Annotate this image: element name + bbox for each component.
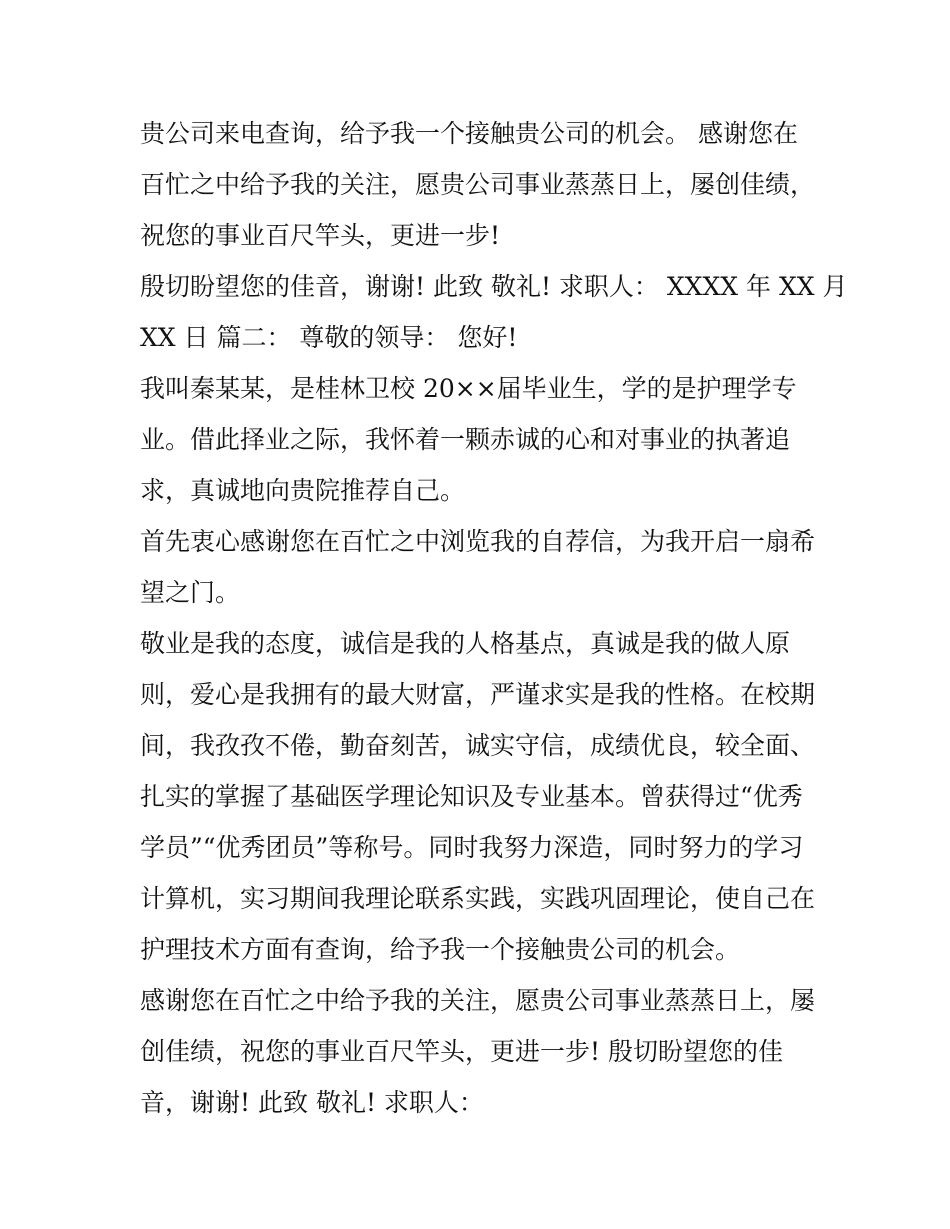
text-line: 感谢您在百忙之中给予我的关注，愿贵公司事业蒸蒸日上，屡 [140,986,816,1015]
text-line: 敬业是我的态度，诚信是我的人格基点，真诚是我的做人原 [140,629,791,658]
text-line: 贵公司来电查询，给予我一个接触贵公司的机会。 感谢您在 [140,119,798,148]
text-line: 求，真诚地向贵院推荐自己。 [140,476,466,505]
text-line: XX 日 篇二： 尊敬的领导： 您好! [140,323,518,352]
text-line: 音，谢谢! 此致 敬礼! 求职人： [140,1088,484,1117]
text-line: 望之门。 [140,578,241,607]
text-line: 间，我孜孜不倦，勤奋刻苦，诚实守信，成绩优良，较全面、 [140,731,816,760]
text-line: 殷切盼望您的佳音，谢谢! 此致 敬礼! 求职人： XXXX 年 XX 月 [140,272,848,301]
text-line: 我叫秦某某，是桂林卫校 20××届毕业生，学的是护理学专 [140,374,797,403]
text-line: 学员”“优秀团员”等称号。同时我努力深造，同时努力的学习 [140,833,804,862]
text-line: 则，爱心是我拥有的最大财富，严谨求实是我的性格。在校期 [140,680,816,709]
text-line: 计算机，实习期间我理论联系实践，实践巩固理论，使自己在 [140,884,816,913]
text-line: 业。借此择业之际，我怀着一颗赤诚的心和对事业的执著追 [140,425,791,454]
text-line: 首先衷心感谢您在百忙之中浏览我的自荐信，为我开启一扇希 [140,527,816,556]
text-line: 创佳绩，祝您的事业百尺竿头，更进一步! 殷切盼望您的佳 [140,1037,783,1066]
text-line: 护理技术方面有查询，给予我一个接触贵公司的机会。 [140,935,741,964]
text-line: 扎实的掌握了基础医学理论知识及专业基本。曾获得过“优秀 [140,782,803,811]
text-line: 祝您的事业百尺竿头，更进一步! [140,221,501,250]
text-line: 百忙之中给予我的关注，愿贵公司事业蒸蒸日上，屡创佳绩， [140,170,816,199]
document-body [140,108,848,1128]
